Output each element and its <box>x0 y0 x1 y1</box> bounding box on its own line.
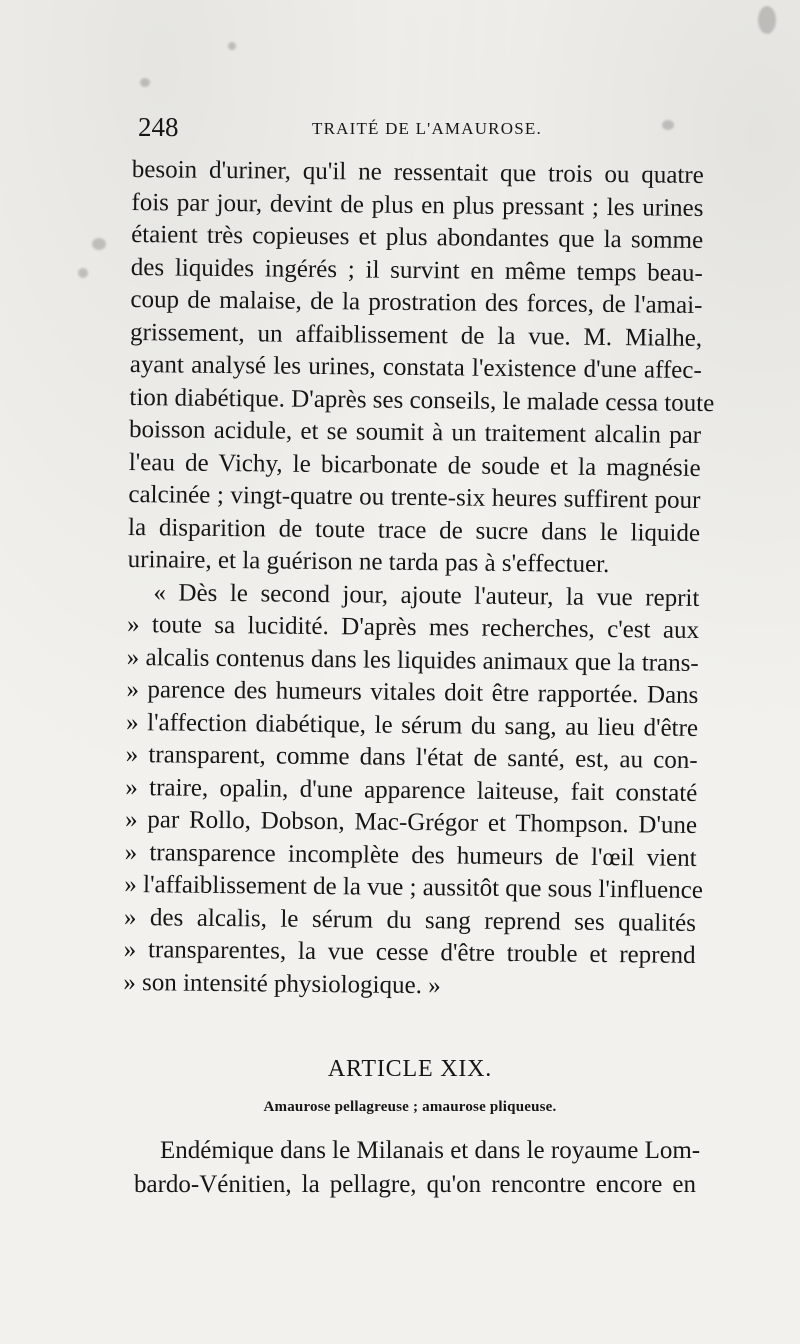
quote-line: « Dès le second jour, ajoute l'auteur, la vue reprit <box>153 578 700 612</box>
text-line: Endémique dans le Milanais et dans le royaume Lom- <box>160 1137 701 1164</box>
quote-line: » traire, opalin, d'une apparence laiteuse, fait constaté <box>125 773 698 807</box>
page-number: 248 <box>138 112 179 142</box>
quote-line: » parence des humeurs vitales doit être rapportée. Dans <box>126 675 699 709</box>
running-head <box>138 110 698 144</box>
text-line: coup de malaise, de la prostration des forces, de l'amai- <box>130 285 703 319</box>
text-line: étaient très copieuses et plus abondantes que la somme <box>131 220 704 254</box>
text-line: ayant analysé les urines, constata l'existence d'une affec- <box>129 350 702 384</box>
paragraph <box>127 154 715 582</box>
text-line: calcinée ; vingt-quatre ou trente-six heures suffirent pour <box>128 480 701 514</box>
text-line: urinaire, et la guérison ne tarda pas à s'effectuer. <box>127 545 610 579</box>
quote-line: » par Rollo, Dobson, Mac-Grégor et Thompson. D'une <box>124 805 698 839</box>
quote-line: » toute sa lucidité. D'après mes recherches, c'est aux <box>126 610 700 644</box>
scan-speck <box>78 268 88 278</box>
text-line: l'eau de Vichy, le bicarbonate de soude et la magnésie <box>128 448 701 482</box>
quote-line: » transparent, comme dans l'état de santé, est, au con- <box>125 740 698 774</box>
text-line: des liquides ingérés ; il survint en même temps beau- <box>130 253 703 287</box>
quote-line: » des alcalis, le sérum du sang reprend ses qualités <box>123 903 697 937</box>
quote-line: » alcalis contenus dans les liquides animaux que la trans- <box>126 643 699 677</box>
text-line: tion diabétique. D'après ses conseils, le malade cessa toute <box>129 383 715 417</box>
article-heading: ARTICLE XIX. <box>327 1056 493 1082</box>
main-text <box>123 154 715 1005</box>
scan-speck <box>228 42 236 50</box>
quotation <box>123 576 704 1004</box>
scan-speck <box>140 78 150 87</box>
text-line: besoin d'uriner, qu'il ne ressentait que trois ou quatre <box>131 155 704 189</box>
scan-speck <box>758 6 776 34</box>
quote-line: » transparence incomplète des humeurs de l'œil vient <box>124 838 697 872</box>
text-line: la disparition de toute trace de sucre dans le liquide <box>127 513 701 547</box>
quote-line: » l'affaiblissement de la vue ; aussitôt que sous l'influence <box>124 870 704 905</box>
scan-speck <box>92 238 106 250</box>
quote-line: » son intensité physiologique. » <box>123 968 441 999</box>
quote-line: » transparentes, la vue cesse d'être trouble et reprend <box>123 935 696 969</box>
article-subheading: Amaurose pellagreuse ; amaurose pliqueuse. <box>263 1099 557 1115</box>
text-line: grissement, un affaiblissement de la vue. M. Mialhe, <box>129 318 703 352</box>
text-line: fois par jour, devint de plus en plus pressant ; les urines <box>131 188 704 222</box>
text-line: bardo-Vénitien, la pellagre, qu'on rencontre encore en <box>134 1171 696 1198</box>
text-line: boisson acidule, et se soumit à un traitement alcalin par <box>128 415 702 449</box>
paragraph <box>134 1134 701 1202</box>
quote-line: » l'affection diabétique, le sérum du sang, au lieu d'être <box>125 708 699 742</box>
running-title: TRAITÉ DE L'AMAUROSE. <box>312 119 542 138</box>
